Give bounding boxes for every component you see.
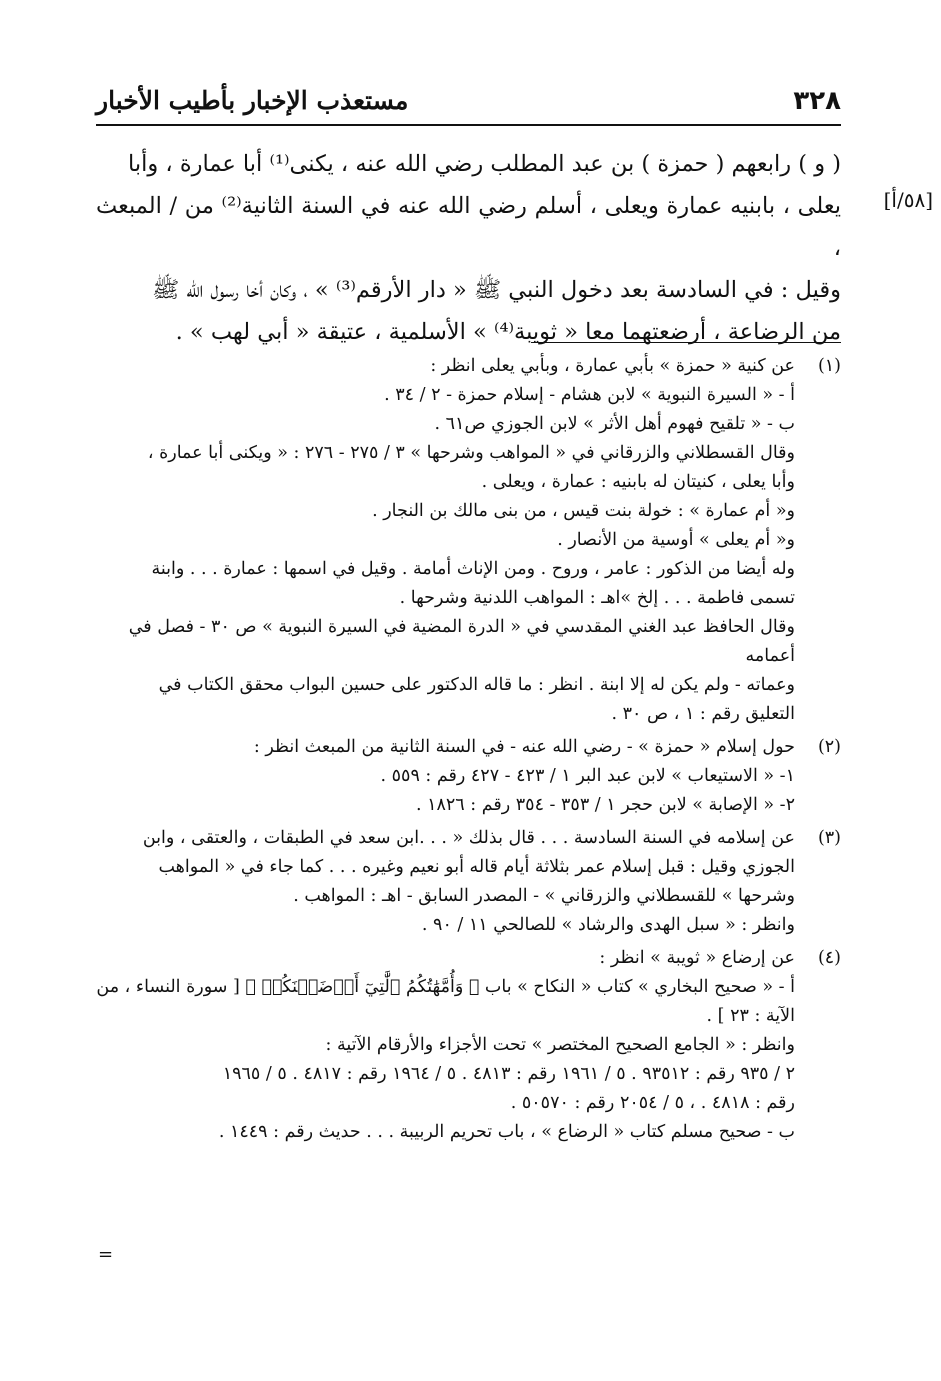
footnote-line: رقم : ٤٨١٨ . ، ٥ / ٢٠٥٤ رقم : ٥٠٥٧٠ .: [510, 1093, 795, 1113]
manuscript-folio-marker: [٥٨/أ]: [883, 188, 933, 212]
footnote-body: [96, 352, 795, 729]
footnote-body: [96, 944, 795, 1147]
footnote-4: [96, 944, 841, 1147]
footnote-line: عن إرضاع « ثويبة » انظر :: [599, 948, 795, 968]
footnote-line: وقال الحافظ عبد الغني المقدسي في « الدرة المضية في السيرة النبوية » ص ٣٠ - فصل في أعمامه: [128, 617, 795, 666]
footnote-body: [96, 824, 795, 940]
footnote-line: ب - صحيح مسلم كتاب « الرضاع » ، باب تحريم الربيبة . . . حديث رقم : ١٤٤٩ .: [218, 1122, 795, 1142]
page-number: ٣٢٨: [793, 86, 841, 116]
footnote-line: ٢ / ٩٣٥ رقم : ٩٣٥١٢ . ٥ / ١٩٦١ رقم : ٤٨١٣ . ٥ / ١٩٦٤ رقم : ٤٨١٧ . ٥ / ١٩٦٥: [222, 1064, 795, 1084]
footnote-line: و« أم يعلى » أوسية من الأنصار .: [557, 530, 795, 550]
footnote-number: (٣): [817, 828, 841, 848]
footnotes: [96, 352, 841, 1151]
footnote-3: [96, 824, 841, 940]
footnote-number: (٤): [817, 948, 841, 968]
page-header: [96, 84, 841, 126]
footnote-line: أ - « السيرة النبوية » لابن هشام - إسلام حمزة - ٢ / ٣٤ .: [384, 385, 795, 405]
footnote-line: ١- « الاستيعاب » لابن عبد البر ١ / ٤٢٣ - ٤٢٧ رقم : ٥٥٩ .: [380, 766, 795, 786]
footnote-line: ٢- « الإصابة » لابن حجر ١ / ٣٥٣ - ٣٥٤ رقم : ١٨٢٦ .: [415, 795, 795, 815]
main-line: ( و ) رابعهم ( حمزة ) بن عبد المطلب رضي الله عنه ، يكنى⁽¹⁾ أبا عمارة ، وأبا: [128, 151, 841, 177]
footnote-2: [96, 733, 841, 820]
main-line: وقيل : في السادسة بعد دخول النبي ﷺ « دار الأرقم⁽³⁾ » ، وكان أخا رسول الله ﷺ: [152, 277, 841, 303]
footnote-line: تسمى فاطمة . . . إلخ »اهـ : المواهب اللدنية وشرحها .: [399, 588, 795, 608]
footnote-line: عن إسلامه في السنة السادسة . . . قال بذلك « . . .ابن سعد في الطبقات ، والعتقى ، وابن: [142, 828, 795, 848]
footnote-line: الآية : ٢٣ ] .: [706, 1006, 795, 1026]
footnote-line: وشرحها » للقسطلاني والزرقاني » - المصدر السابق - اهـ : المواهب .: [293, 886, 795, 906]
footnote-line: أ - « صحيح البخاري » كتاب « النكاح » باب ﴿ وَأُمَّهَٰتُكُمُ ٱلَّٰتِيٓ أَرۡضَعۡنَكُمۡ ﴾ [ سورة النساء ، من: [96, 977, 795, 997]
footnote-line: وقال القسطلاني والزرقاني في « المواهب وشرحها » ٣ / ٢٧٥ - ٢٧٦ : « ويكنى أبا عمارة ،: [147, 443, 795, 463]
main-text: [96, 143, 841, 353]
footnote-line: وانظر : « الجامع الصحيح المختصر » تحت الأجزاء والأرقام الآتية :: [325, 1035, 795, 1055]
footnote-line: حول إسلام « حمزة » - رضي الله عنه - في السنة الثانية من المبعث انظر :: [253, 737, 795, 757]
footnote-divider: [531, 342, 841, 343]
footnote-line: و« أم عمارة » : خولة بنت قيس ، من بنى مالك بن النجار .: [372, 501, 795, 521]
footnote-line: ب - « تلقيح فهوم أهل الأثر » لابن الجوزي ص٦١ .: [434, 414, 795, 434]
footnote-number: (٢): [817, 737, 841, 757]
footnote-body: [96, 733, 795, 820]
main-line: من الرضاعة ، أرضعتهما معا « ثويبة⁽⁴⁾ » الأسلمية ، عتيقة « أبي لهب » .: [175, 319, 841, 345]
footnote-line: الجوزي وقيل : قبل إسلام عمر بثلاثة أيام قاله أبو نعيم وغيره . . . كما جاء في « المواهب: [158, 857, 795, 877]
running-title: مستعذب الإخبار بأطيب الأخبار: [96, 86, 409, 115]
main-line: يعلى ، بابنيه عمارة ويعلى ، أسلم رضي الله عنه في السنة الثانية⁽²⁾ من / المبعث ،: [96, 193, 841, 261]
footnote-line: وانظر : « سبل الهدى والرشاد » للصالحي ١١ / ٩٠ .: [421, 915, 795, 935]
footnote-line: وعماته - ولم يكن له إلا ابنة . انظر : ما قاله الدكتور على حسين البواب محقق الكتاب في: [158, 675, 795, 695]
footnote-line: وأبا يعلى ، كنيتان له بابنيه : عمارة ، ويعلى .: [481, 472, 795, 492]
footnote-line: وله أيضا من الذكور : عامر ، وروح . ومن الإناث أمامة . وقيل في اسمها : عمارة . . . وابنة: [151, 559, 795, 579]
footnote-1: [96, 352, 841, 729]
footnote-number: (١): [817, 356, 841, 376]
footnote-line: التعليق رقم : ١ ، ص ٣٠ .: [611, 704, 795, 724]
footnote-line: عن كنية « حمزة » بأبي عمارة ، وبأبي يعلى انظر :: [430, 356, 795, 376]
continuation-mark: =: [98, 1244, 114, 1265]
